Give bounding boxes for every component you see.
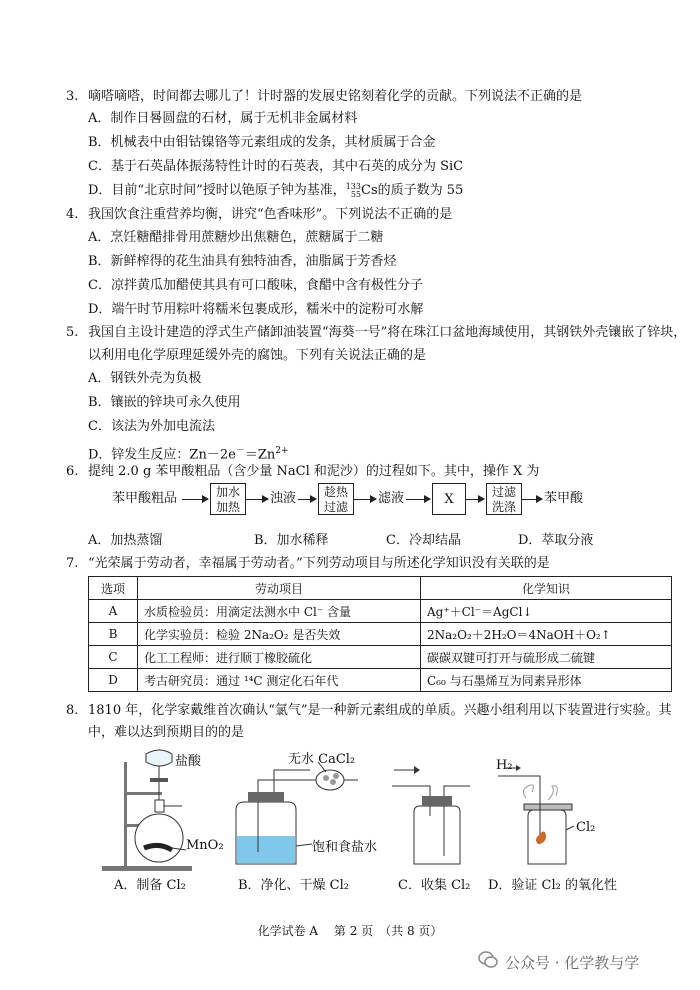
cacl2-granule xyxy=(333,773,339,779)
table-cell-option: C xyxy=(89,646,138,669)
q3-d-text: D．目前“北京时间”授时以铯原子钟为基准， xyxy=(88,183,346,198)
table-cell-option: A xyxy=(89,600,138,623)
question-3-stem xyxy=(66,88,582,106)
arrow-head xyxy=(516,765,521,771)
question-8-stem xyxy=(66,702,672,720)
flow-arrow xyxy=(246,499,268,500)
label-hcl: 盐酸 xyxy=(175,754,202,769)
caption-d: D．验证 Cl₂ 的氧化性 xyxy=(488,878,618,893)
funnel-stopcock xyxy=(150,778,168,782)
flow-box-text: 过滤 xyxy=(491,485,516,499)
flow-arrow xyxy=(522,499,542,500)
white-mist xyxy=(523,785,533,798)
question-text: 我国自主设计建造的浮式生产储卸油装置“海葵一号”将在珠江口盆地海域使用，其钢铁外壳镶嵌了锌块， xyxy=(88,325,687,340)
flow-arrow xyxy=(406,499,430,500)
q6-option-c: C．冷却结晶 xyxy=(386,533,461,548)
label-h2: H₂ xyxy=(496,758,513,773)
question-6-stem xyxy=(66,463,539,481)
wechat-icon xyxy=(478,950,498,970)
electron-charge: － xyxy=(235,446,245,456)
q6-option-d: D．萃取分液 xyxy=(518,533,594,548)
flow-end: 苯甲酸 xyxy=(544,491,584,506)
q3-option-b: B．机械表中由钼钴镍铬等元素组成的发条，其材质属于合金 xyxy=(88,135,436,150)
table-header: 选项 xyxy=(89,577,138,600)
q5-option-a: A．钢铁外壳为负极 xyxy=(88,371,202,386)
q6-option-b: B．加水稀释 xyxy=(254,533,329,548)
apparatus-d xyxy=(498,765,574,864)
outlet-tube xyxy=(444,786,470,796)
question-number: 5. xyxy=(66,325,79,340)
flow-box-text: 加水 xyxy=(215,485,240,499)
flask-neck xyxy=(155,800,164,812)
table-cell-knowledge: 2Na₂O₂＋2H₂O＝4NaOH＋O₂↑ xyxy=(421,623,672,646)
caption-b: B．净化、干燥 Cl₂ xyxy=(238,878,350,893)
label-brine: 饱和食盐水 xyxy=(312,840,378,855)
question-7-stem xyxy=(66,555,550,573)
flow-mid-1: 浊液 xyxy=(270,491,297,506)
q5-option-d xyxy=(88,442,289,464)
page-footer: 化学试卷 A 第 2 页 （共 8 页） xyxy=(257,924,443,938)
white-mist xyxy=(548,786,557,800)
table-row xyxy=(89,669,672,692)
flow-box-dissolve xyxy=(210,483,246,515)
table-cell-knowledge: Ag⁺＋Cl⁻＝AgCl↓ xyxy=(421,600,672,623)
cl2-jar xyxy=(528,810,566,864)
q4-option-d: D．端午时节用粽叶将糯米包裹成形，糯米中的淀粉可水解 xyxy=(88,302,424,317)
flow-box-text: 加热 xyxy=(215,500,240,514)
label-cacl2: 无水 CaCl₂ xyxy=(288,752,356,767)
caption-c: C．收集 Cl₂ xyxy=(398,878,471,893)
cs-mass-number: 133 xyxy=(345,181,361,191)
flow-arrow xyxy=(182,499,208,500)
table-cell-option: D xyxy=(89,669,138,692)
question-number: 6. xyxy=(66,464,79,479)
label-cl2: Cl₂ xyxy=(576,820,596,835)
bottle-stopper xyxy=(248,792,284,802)
q5-option-c: C．该法为外加电流法 xyxy=(88,419,215,434)
table-header: 劳动项目 xyxy=(138,577,421,600)
q5-d-text: D．锌发生反应：Zn－2e xyxy=(88,447,236,463)
arrow-head xyxy=(414,766,420,774)
flow-start: 苯甲酸粗品 xyxy=(112,491,178,506)
table-cell-knowledge: C₆₀ 与石墨烯互为同素异形体 xyxy=(421,669,672,692)
label-mno2: MnO₂ xyxy=(186,838,224,853)
q5-d-product: ＝Zn xyxy=(244,447,276,463)
table-cell-task: 考古研究员：通过 ¹⁴C 测定化石年代 xyxy=(138,669,421,692)
q3-option-d xyxy=(88,182,463,200)
flow-box-text: 洗涤 xyxy=(491,500,516,514)
table-header-row xyxy=(89,577,672,600)
flow-box-filter-wash xyxy=(486,483,522,515)
question-number: 8. xyxy=(66,703,79,718)
flow-box-text: 趁热 xyxy=(323,485,348,499)
inlet-tube xyxy=(258,780,300,792)
zinc-charge: 2+ xyxy=(275,446,289,456)
question-text: 嘀嗒嘀嗒，时间都去哪儿了！计时器的发展史铭刻着化学的贡献。下列说法不正确的是 xyxy=(88,89,583,104)
flow-box-text: 过滤 xyxy=(323,500,348,514)
table-row xyxy=(89,600,672,623)
table-header: 化学知识 xyxy=(421,577,672,600)
q3-option-a: A．制作日晷圆盘的石材，属于无机非金属材料 xyxy=(88,111,358,126)
q5-option-b: B．镶嵌的锌块可永久使用 xyxy=(88,395,241,410)
round-flask xyxy=(135,814,183,862)
apparatus-c xyxy=(392,766,470,864)
flow-box-hot-filter xyxy=(318,483,354,515)
collect-bottle xyxy=(414,806,460,864)
table-cell-task: 化工工程师：进行顺丁橡胶硫化 xyxy=(138,646,421,669)
labor-knowledge-table xyxy=(88,576,672,692)
question-8-stem-cont: 中，难以达到预期目的的是 xyxy=(88,725,245,740)
bottle-stopper xyxy=(422,796,452,806)
flow-arrow xyxy=(298,499,316,500)
funnel xyxy=(146,750,172,766)
flow-box-x: X xyxy=(432,483,466,515)
table-cell-option: B xyxy=(89,623,138,646)
q6-option-a: A．加热蒸馏 xyxy=(88,533,163,548)
table-cell-task: 化学实验员：检验 2Na₂O₂ 是否失效 xyxy=(138,623,421,646)
question-4-stem xyxy=(66,206,452,224)
label-line xyxy=(566,826,574,830)
cs-symbol: Cs xyxy=(361,183,378,198)
question-5-stem-cont: 以利用电化学原理延缓外壳的腐蚀。下列有关说法正确的是 xyxy=(88,348,427,363)
q3-option-c: C．基于石英晶体振荡特性计时的石英表，其中石英的成分为 SiC xyxy=(88,159,464,174)
brine-liquid xyxy=(237,836,295,863)
stand-clamp xyxy=(124,792,162,795)
table-row xyxy=(89,623,672,646)
outlet-tube xyxy=(274,770,310,792)
table-cell-knowledge: 碳碳双键可打开与硫形成二硫键 xyxy=(421,646,672,669)
drying-tube-bulb xyxy=(316,770,344,790)
cacl2-granule xyxy=(323,775,329,781)
question-text: “光荣属于劳动者，幸福属于劳动者。”下列劳动项目与所述化学知识没有关联的是 xyxy=(88,556,550,571)
question-number: 4. xyxy=(66,207,79,222)
table-cell-task: 水质检验员：用滴定法测水中 Cl⁻ 含量 xyxy=(138,600,421,623)
question-number: 3. xyxy=(66,89,79,104)
glass-plate xyxy=(524,804,572,810)
question-number: 7. xyxy=(66,556,79,571)
q3-d-tail: 的质子数为 55 xyxy=(377,183,464,198)
cs-atomic-number: 55 xyxy=(350,189,361,199)
table-row xyxy=(89,646,672,669)
stand-rod xyxy=(124,762,127,868)
flow-arrow xyxy=(466,499,484,500)
cacl2-granule xyxy=(330,779,336,785)
label-line xyxy=(296,844,312,846)
question-text: 我国饮食注重营养均衡，讲究“色香味形”。下列说法不正确的是 xyxy=(88,207,453,222)
q4-option-a: A．烹饪糖醋排骨用蔗糖炒出焦糖色，蔗糖属于二糖 xyxy=(88,230,384,245)
question-5-stem xyxy=(66,324,686,342)
question-text: 1810 年，化学家戴维首次确认“氯气”是一种新元素组成的单质。兴趣小组利用以下装置进行实验。其 xyxy=(88,703,672,718)
flow-arrow xyxy=(354,499,376,500)
flow-mid-2: 滤液 xyxy=(378,491,405,506)
watermark: 公众号 · 化学教与学 xyxy=(505,954,640,972)
q4-option-c: C．凉拌黄瓜加醋使其具有可口酸味，食醋中含有极性分子 xyxy=(88,278,423,293)
q4-option-b: B．新鲜榨得的花生油具有独特油香，油脂属于芳香烃 xyxy=(88,254,397,269)
inlet-tube xyxy=(392,786,430,796)
stand-base xyxy=(102,866,192,871)
question-text: 提纯 2.0 g 苯甲酸粗品（含少量 NaCl 和泥沙）的过程如下。其中，操作 X 为 xyxy=(88,464,540,479)
caption-a: A．制备 Cl₂ xyxy=(114,878,186,893)
